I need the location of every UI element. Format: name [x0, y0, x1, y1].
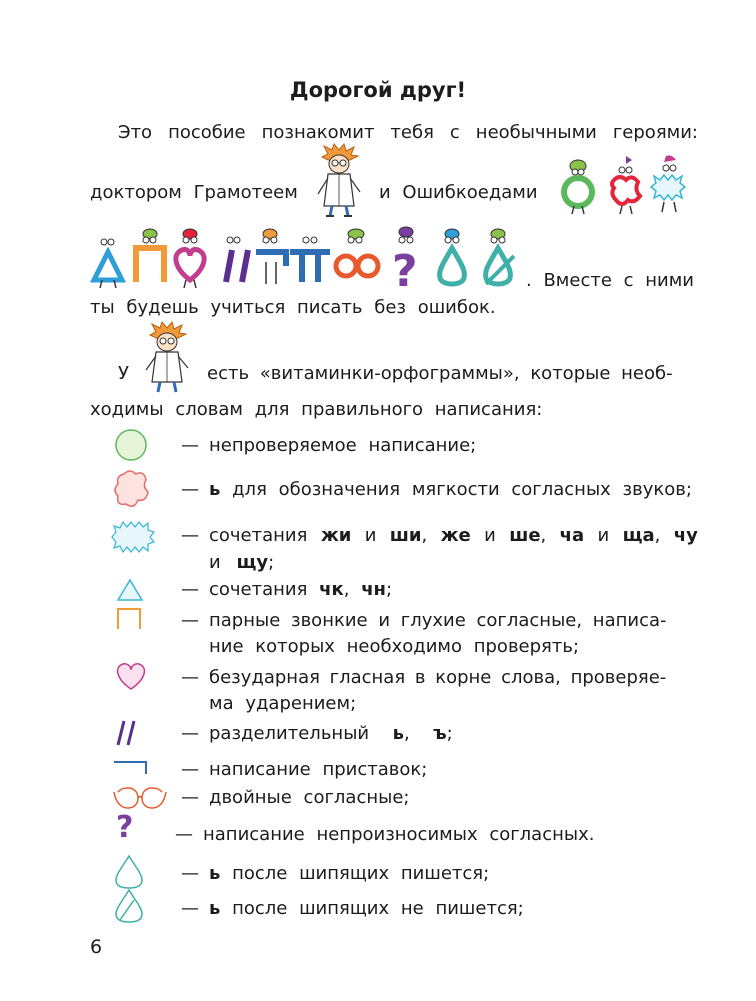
word: познакомит [261, 122, 375, 143]
double-slash-icon [116, 720, 138, 746]
legend-text-rest: после шипящих пишется; [220, 863, 490, 884]
legend-text-rest: сочетания [209, 579, 308, 600]
svg-text:?: ? [392, 246, 418, 297]
legend-text-rest: разделительный [209, 723, 370, 744]
legend-bold: ь [209, 898, 221, 919]
intro-line-3: . Вместе с ними [526, 270, 694, 291]
combo: ча [559, 525, 585, 546]
word: пособие [168, 122, 246, 143]
legend-text-2: ма ударением; [209, 693, 357, 714]
dash: — [181, 610, 199, 631]
dash: — [181, 723, 199, 744]
dash: — [181, 863, 199, 884]
legend-text-rest: для обозначения мягкости согласных звуков; [220, 479, 692, 500]
legend-text: двойные согласные; [209, 787, 410, 808]
legend-text [209, 862, 489, 886]
dash: — [181, 579, 199, 600]
heart-icon [114, 661, 148, 691]
legend-combos-line-2: и щу; [209, 552, 275, 573]
legend-text-2: ние которых необходимо проверять; [209, 636, 580, 657]
intro-line-1 [118, 121, 698, 145]
dash: — [181, 435, 199, 456]
intro-line-2b: и Ошибкоедами [379, 182, 538, 203]
oshibkoedy-row-icon [90, 226, 526, 297]
crossed-drop-icon [114, 888, 144, 924]
legend-text: сочетания [209, 525, 308, 546]
legend-text: разделительный ь, ъ; [209, 723, 453, 744]
legend-text: сочетания чк, чн; [209, 579, 393, 600]
legend-combos-line: сочетания жи и ши, же и ше, ча и ща, чу [209, 525, 698, 546]
combo: чн [361, 579, 386, 600]
doctor-small-icon [142, 322, 194, 394]
intro-line-2a: доктором Грамотеем [90, 182, 298, 203]
combo: ши [389, 525, 422, 546]
combo: чу [673, 525, 698, 546]
legend-text [209, 897, 524, 921]
legend-text: непроверяемое написание; [209, 435, 477, 456]
dash: — [181, 525, 199, 546]
combo: ше [509, 525, 541, 546]
oshibkoedy-group-icon [556, 154, 696, 218]
word: героями: [612, 122, 698, 143]
para2-line2: ходимы словам для правильного написания: [90, 399, 543, 420]
combo: чк [319, 579, 344, 600]
drop-icon [114, 854, 144, 890]
legend-text: безударная гласная в корне слова, проверяе- [209, 667, 667, 688]
dash: — [175, 824, 193, 845]
legend-text: написание непроизносимых согласных. [203, 824, 595, 845]
combo: ща [622, 525, 655, 546]
green-circle-icon [114, 428, 148, 462]
legend-text: парные звонкие и глухие согласные, написа- [209, 610, 667, 631]
combo: жи [320, 525, 352, 546]
word: Это [118, 122, 153, 143]
para2-line1: есть «витаминки-орфограммы», которые необ- [207, 363, 673, 384]
dash: — [181, 479, 199, 500]
double-circle-icon [112, 786, 168, 812]
legend-bold: ь [209, 863, 221, 884]
para2-u: У [118, 363, 129, 384]
word: необычными [475, 122, 597, 143]
word: тебя [390, 122, 434, 143]
combo: же [440, 525, 471, 546]
legend-text [209, 478, 692, 502]
page-number: 6 [90, 936, 103, 958]
legend-bold: ь [209, 479, 221, 500]
question-mark-icon: ? [116, 810, 134, 845]
intro-line-4: ты будешь учиться писать без ошибок. [90, 297, 496, 318]
legend-text-rest: после шипящих не пишется; [220, 898, 524, 919]
dash: — [181, 787, 199, 808]
dash: — [181, 898, 199, 919]
word: с [449, 122, 460, 143]
dash: — [181, 667, 199, 688]
orange-gate-icon [116, 607, 142, 629]
mark: ь [392, 723, 404, 744]
pink-blob-icon [114, 468, 150, 510]
prefix-bracket-icon [114, 760, 150, 776]
triangle-icon [116, 578, 144, 602]
dash: — [181, 759, 199, 780]
mark: ъ [433, 723, 447, 744]
legend-text: написание приставок; [209, 759, 428, 780]
doctor-gramoteev-icon [314, 144, 366, 220]
page-title: Дорогой друг! [289, 78, 467, 102]
combo: щу [236, 552, 269, 573]
blue-burst-icon [112, 520, 156, 552]
